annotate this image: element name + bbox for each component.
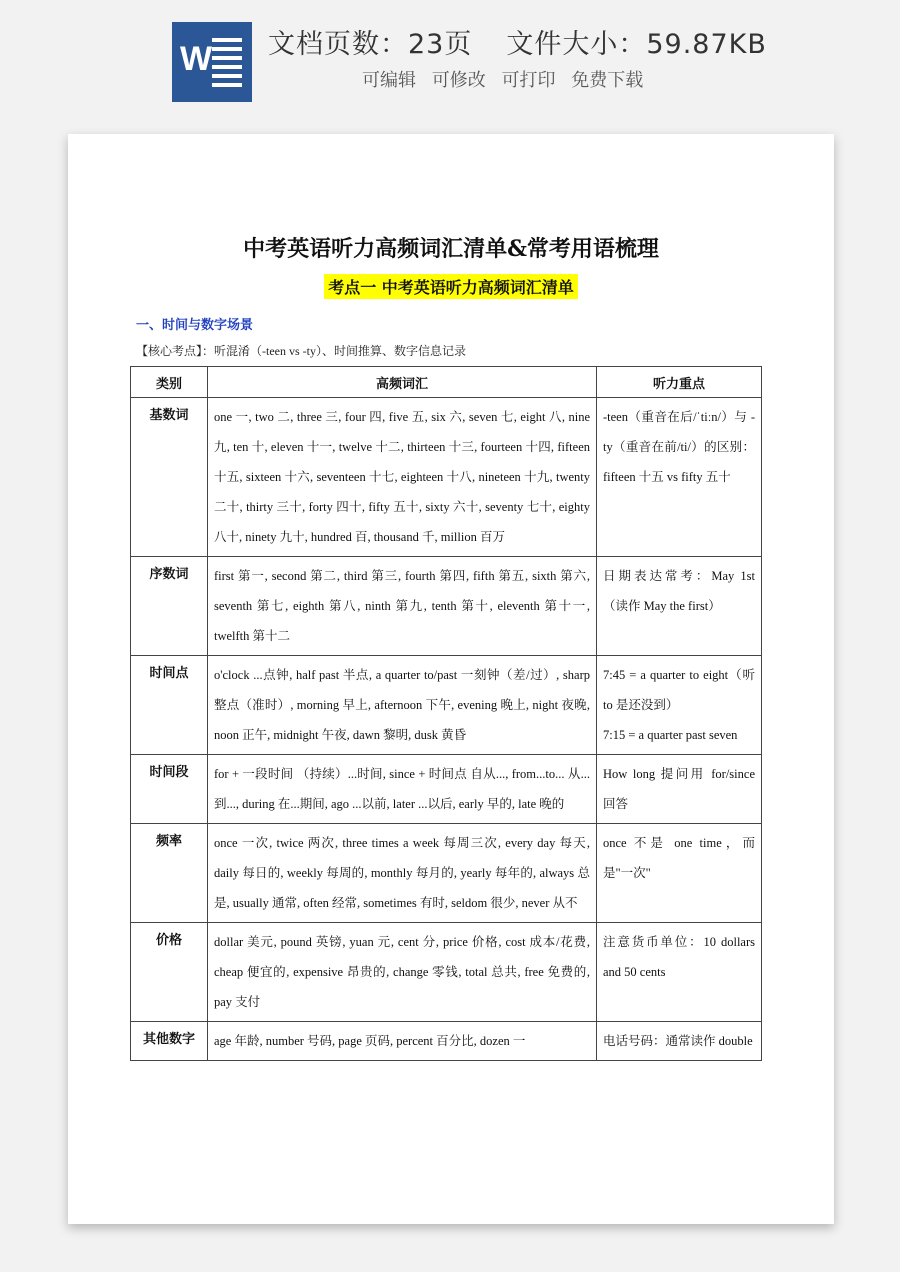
feature-free-download: 免费下载 [571, 70, 644, 91]
row-category: 其他数字 [131, 1022, 208, 1061]
header-category: 类别 [131, 367, 208, 398]
feature-modifiable: 可修改 [431, 70, 486, 91]
row-category: 频率 [131, 824, 208, 923]
word-document-icon [172, 22, 252, 102]
row-vocab: o'clock ...点钟, half past 半点, a quarter to/past 一刻钟（差/过）, sharp 整点（准时）, morning 早上, afternoon 下午, evening 晚上, night 夜晚, noon 正午, midnight 午夜, dawn 黎明, dusk 黄昏 [208, 656, 597, 755]
section-heading: 一、时间与数字场景 [136, 318, 254, 333]
row-vocab: once 一次, twice 两次, three times a week 每周三次, every day 每天, daily 每日的, weekly 每周的, monthly 每月的, yearly 每年的, always 总是, usually 通常, often 经常, sometimes 有时, seldom 很少, never 从不 [208, 824, 597, 923]
row-note: 电话号码：通常读作 double [597, 1022, 762, 1061]
feature-editable: 可编辑 [362, 70, 416, 91]
row-category: 基数词 [131, 398, 208, 557]
table-row [131, 398, 762, 557]
row-note: 7:45 = a quarter to eight（听 to 是还没到） 7:15 = a quarter past seven [597, 656, 762, 755]
row-note: How long 提问用 for/since 回答 [597, 755, 762, 824]
row-note: once 不是 one time，而是"一次" [597, 824, 762, 923]
row-vocab: first 第一, second 第二, third 第三, fourth 第四, fifth 第五, sixth 第六, seventh 第七, eighth 第八, ninth 第九, tenth 第十, eleventh 第十一, twelfth 第十二 [208, 557, 597, 656]
highlighted-subtitle: 考点一 中考英语听力高频词汇清单 [324, 274, 578, 299]
file-size: 文件大小：59.87KB [506, 29, 767, 60]
file-info [268, 22, 801, 61]
row-vocab: age 年龄, number 号码, page 页码, percent 百分比, dozen 一 [208, 1022, 597, 1061]
table-row [131, 557, 762, 656]
feature-list [362, 66, 653, 92]
row-category: 时间段 [131, 755, 208, 824]
core-points: 【核心考点】：听混淆（-teen vs -ty）、时间推算、数字信息记录 [136, 344, 466, 358]
page-count: 文档页数：23页 [268, 29, 473, 60]
download-banner [0, 0, 900, 110]
table-row [131, 923, 762, 1022]
feature-printable: 可打印 [501, 70, 556, 91]
row-note: 日期表达常考：May 1st（读作 May the first） [597, 557, 762, 656]
table-row [131, 656, 762, 755]
row-note: -teen（重音在后/ˈtiːn/）与 -ty（重音在前/ti/）的区别：fifteen 十五 vs fifty 五十 [597, 398, 762, 557]
row-note: 注意货币单位：10 dollars and 50 cents [597, 923, 762, 1022]
table-header-row [131, 367, 762, 398]
header-vocab: 高频词汇 [208, 367, 597, 398]
document-title: 中考英语听力高频词汇清单&常考用语梳理 [243, 236, 659, 262]
word-icon-letter: W [180, 40, 213, 78]
row-vocab: for + 一段时间 （持续）...时间, since + 时间点 自从..., from...to... 从...到..., during 在...期间, ago ...以前, later ...以后, early 早的, late 晚的 [208, 755, 597, 824]
row-category: 序数词 [131, 557, 208, 656]
row-vocab: dollar 美元, pound 英镑, yuan 元, cent 分, price 价格, cost 成本/花费, cheap 便宜的, expensive 昂贵的, change 零钱, total 总共, free 免费的, pay 支付 [208, 923, 597, 1022]
row-vocab: one 一, two 二, three 三, four 四, five 五, six 六, seven 七, eight 八, nine 九, ten 十, eleven 十一, twelve 十二, thirteen 十三, fourteen 十四, fifteen 十五, sixteen 十六, seventeen 十七, eighteen 十八, nineteen 十九, twenty 二十, thirty 三十, forty 四十, fifty 五十, sixty 六十, seventy 七十, eighty 八十, ninety 九十, hundred 百, thousand 千, million 百万 [208, 398, 597, 557]
document-page [68, 134, 834, 1224]
vocab-table [130, 366, 762, 1061]
header-note: 听力重点 [597, 367, 762, 398]
table-row [131, 824, 762, 923]
row-category: 时间点 [131, 656, 208, 755]
table-row [131, 755, 762, 824]
row-category: 价格 [131, 923, 208, 1022]
table-row [131, 1022, 762, 1061]
